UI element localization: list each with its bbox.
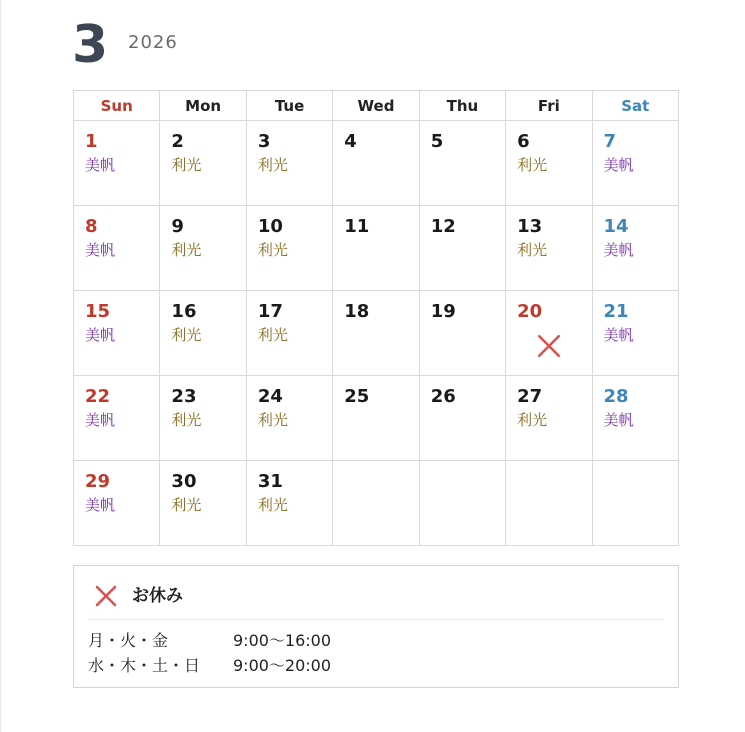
close-x-icon (94, 584, 118, 608)
day-cell-15 (74, 291, 160, 376)
weekday-sat: Sat (592, 91, 678, 121)
day-number: 1 (85, 131, 98, 152)
calendar-week-row (74, 206, 679, 291)
day-number: 26 (430, 386, 456, 407)
staff-name: 美帆 (85, 496, 116, 514)
legend-divider (88, 619, 664, 620)
day-cell-26 (419, 376, 505, 461)
day-number: 12 (430, 216, 456, 237)
day-cell-19 (419, 291, 505, 376)
empty-day-cell (506, 461, 592, 546)
year-label: 2026 (128, 32, 178, 53)
staff-name: 利光 (257, 411, 288, 429)
day-cell-10 (246, 206, 332, 291)
day-number: 25 (344, 386, 370, 407)
day-cell-27 (506, 376, 592, 461)
day-cell-4 (333, 121, 419, 206)
hours-time: 9:00～20:00 (233, 656, 332, 675)
day-number: 3 (257, 131, 271, 152)
calendar-week-row (74, 291, 679, 376)
staff-name: 美帆 (85, 241, 116, 259)
day-number: 8 (85, 216, 98, 237)
day-cell-11 (333, 206, 419, 291)
day-cell-12 (419, 206, 505, 291)
month-number: 3 (72, 15, 109, 75)
day-number: 4 (344, 131, 357, 152)
close-x-icon (536, 333, 562, 359)
day-number: 6 (517, 131, 530, 152)
day-cell-30 (160, 461, 246, 546)
weekday-mon: Mon (160, 91, 246, 121)
weekday-header-row (74, 91, 679, 121)
weekday-fri: Fri (506, 91, 592, 121)
day-cell-24 (246, 376, 332, 461)
closed-legend (94, 584, 394, 608)
staff-name: 美帆 (85, 326, 116, 344)
weekday-sun: Sun (74, 91, 160, 121)
staff-name: 利光 (257, 496, 288, 514)
day-cell-28 (592, 376, 678, 461)
staff-name: 利光 (171, 156, 202, 174)
day-number: 30 (171, 471, 197, 492)
hours-row (88, 655, 331, 677)
day-number: 22 (85, 386, 111, 407)
hours-days: 月・火・金 (88, 631, 169, 650)
weekday-tue: Tue (246, 91, 332, 121)
day-cell-9 (160, 206, 246, 291)
staff-name: 利光 (171, 326, 202, 344)
legend-box (73, 565, 679, 688)
staff-name: 美帆 (603, 241, 634, 259)
day-number: 16 (171, 301, 197, 322)
staff-name: 利光 (171, 411, 202, 429)
day-cell-5 (419, 121, 505, 206)
day-number: 24 (257, 386, 283, 407)
day-number: 14 (603, 216, 629, 237)
empty-day-cell (419, 461, 505, 546)
calendar-week-row (74, 376, 679, 461)
day-number: 9 (171, 216, 184, 237)
staff-name: 美帆 (603, 411, 634, 429)
day-number: 11 (344, 216, 370, 237)
closed-legend-label: お休み (132, 586, 183, 606)
day-cell-18 (333, 291, 419, 376)
weekday-wed: Wed (333, 91, 419, 121)
staff-name: 利光 (257, 241, 288, 259)
weekday-thu: Thu (419, 91, 505, 121)
left-edge-divider (0, 0, 1, 732)
day-number: 13 (517, 216, 543, 237)
day-cell-31 (246, 461, 332, 546)
day-cell-20 (506, 291, 592, 376)
calendar-week-row (74, 461, 679, 546)
day-number: 2 (171, 131, 184, 152)
day-number: 15 (85, 301, 111, 322)
day-number: 10 (257, 216, 283, 237)
staff-name: 利光 (257, 326, 288, 344)
day-number: 29 (85, 471, 111, 492)
staff-name: 利光 (517, 156, 548, 174)
staff-name: 利光 (257, 156, 288, 174)
hours-row (88, 630, 331, 652)
staff-name: 利光 (171, 241, 202, 259)
day-cell-17 (246, 291, 332, 376)
day-number: 23 (171, 386, 197, 407)
day-cell-13 (506, 206, 592, 291)
day-cell-6 (506, 121, 592, 206)
day-number: 5 (430, 131, 444, 152)
day-number: 31 (257, 471, 283, 492)
day-cell-2 (160, 121, 246, 206)
day-number: 21 (603, 301, 629, 322)
staff-name: 美帆 (603, 156, 634, 174)
day-cell-16 (160, 291, 246, 376)
day-number: 19 (430, 301, 456, 322)
staff-name: 美帆 (85, 156, 116, 174)
day-number: 28 (603, 386, 629, 407)
day-cell-1 (74, 121, 160, 206)
hours-days: 水・木・土・日 (88, 656, 201, 675)
calendar-body (74, 121, 679, 546)
day-cell-22 (74, 376, 160, 461)
day-cell-7 (592, 121, 678, 206)
day-cell-3 (246, 121, 332, 206)
day-cell-25 (333, 376, 419, 461)
day-number: 27 (517, 386, 543, 407)
day-number: 17 (257, 301, 283, 322)
day-cell-29 (74, 461, 160, 546)
day-cell-21 (592, 291, 678, 376)
empty-day-cell (333, 461, 419, 546)
day-number: 18 (344, 301, 370, 322)
staff-name: 利光 (517, 241, 548, 259)
hours-time: 9:00～16:00 (233, 631, 332, 650)
staff-name: 美帆 (603, 326, 634, 344)
day-number: 20 (517, 301, 543, 322)
day-cell-23 (160, 376, 246, 461)
staff-name: 利光 (517, 411, 548, 429)
staff-name: 美帆 (85, 411, 116, 429)
calendar-week-row (74, 121, 679, 206)
calendar-grid (73, 90, 679, 546)
staff-name: 利光 (171, 496, 202, 514)
day-number: 7 (603, 131, 617, 152)
empty-day-cell (592, 461, 678, 546)
day-cell-14 (592, 206, 678, 291)
day-cell-8 (74, 206, 160, 291)
